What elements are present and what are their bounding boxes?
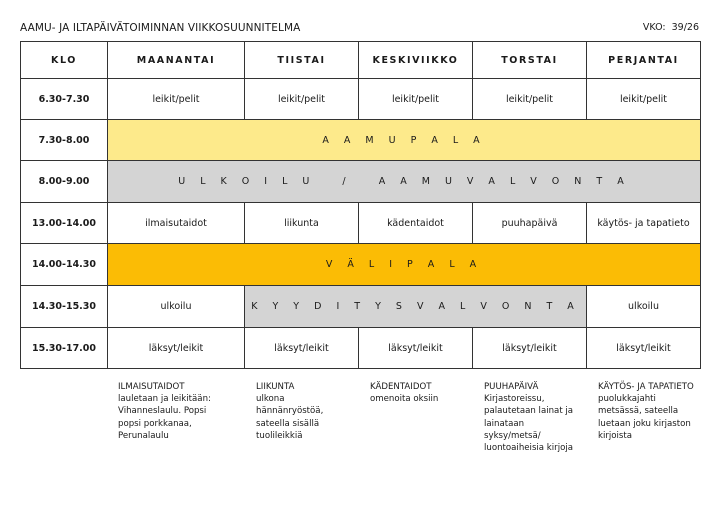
column-header-klo: KLO [21, 42, 108, 79]
note-liikunta [256, 381, 338, 442]
note-kadentaidot [370, 381, 476, 405]
time-cell: 14.30-15.30 [21, 286, 108, 328]
ulkoilu-aamuvalvonta-band: U L K O I L U / A A M U V A L V O N T A [108, 161, 701, 203]
table-row [21, 328, 701, 369]
column-header-keskiviikko: KESKIVIIKKO [359, 42, 473, 79]
activity-cell: leikit/pelit [245, 79, 359, 120]
note-body: puolukkajahti metsässä, sateella luetaan joku kirjaston kirjoista [598, 394, 691, 441]
time-cell: 15.30-17.00 [21, 328, 108, 369]
note-title: PUUHAPÄIVÄ [484, 382, 539, 392]
activity-cell: leikit/pelit [587, 79, 701, 120]
note-title: LIIKUNTA [256, 382, 295, 392]
table-row [21, 120, 701, 161]
week-value: 39/26 [671, 22, 699, 33]
note-title: KÄDENTAIDOT [370, 382, 432, 392]
schedule-table [20, 41, 701, 369]
table-row [21, 79, 701, 120]
note-title: KÄYTÖS- JA TAPATIETO [598, 382, 694, 392]
note-body: lauletaan ja leikitään: Vihanneslaulu. Popsi popsi porkkanaa, Perunalaulu [118, 394, 211, 441]
column-header-maanantai: MAANANTAI [108, 42, 245, 79]
activity-cell: ulkoilu [108, 286, 245, 328]
activity-cell: puuhapäivä [473, 203, 587, 244]
week-number [643, 22, 699, 33]
time-cell: 14.00-14.30 [21, 244, 108, 286]
time-cell: 6.30-7.30 [21, 79, 108, 120]
column-header-perjantai: PERJANTAI [587, 42, 701, 79]
note-body: ulkona hännänryöstöä, sateella sisällä tuolileikkiä [256, 394, 324, 441]
table-row [21, 203, 701, 244]
note-body: omenoita oksiin [370, 394, 439, 405]
week-label: VKO: [642, 22, 666, 33]
activity-cell: leikit/pelit [359, 79, 473, 120]
activity-cell: kädentaidot [359, 203, 473, 244]
activity-cell: liikunta [245, 203, 359, 244]
time-cell: 7.30-8.00 [21, 120, 108, 161]
activity-cell: leikit/pelit [108, 79, 245, 120]
activity-cell: läksyt/leikit [108, 328, 245, 369]
note-body: Kirjastoreissu, palautetaan lainat ja lainataan syksy/metsä/ luontoaiheisia kirjoja [484, 394, 574, 454]
note-title: ILMAISUTAIDOT [118, 382, 185, 392]
note-ilmaisutaidot [118, 381, 224, 442]
aamupala-band: A A M U P A L A [108, 120, 701, 161]
table-row [21, 161, 701, 203]
table-row [21, 286, 701, 328]
activity-cell: ulkoilu [587, 286, 701, 328]
time-cell: 13.00-14.00 [21, 203, 108, 244]
table-row [21, 244, 701, 286]
activity-cell: käytös- ja tapatieto [587, 203, 701, 244]
activity-cell: läksyt/leikit [473, 328, 587, 369]
note-puuhapaiva [484, 381, 580, 454]
column-header-tiistai: TIISTAI [245, 42, 359, 79]
kyyditysvalvonta-band: K Y Y D I T Y S V A L V O N T A [245, 286, 587, 328]
time-cell: 8.00-9.00 [21, 161, 108, 203]
activity-cell: läksyt/leikit [359, 328, 473, 369]
activity-cell: läksyt/leikit [587, 328, 701, 369]
note-kaytos-ja-tapatieto [598, 381, 696, 442]
valipala-band: V Ä L I P A L A [108, 244, 701, 286]
column-header-torstai: TORSTAI [473, 42, 587, 79]
page-title: AAMU- JA ILTAPÄIVÄTOIMINNAN VIIKKOSUUNNITELMA [20, 22, 301, 34]
activity-cell: leikit/pelit [473, 79, 587, 120]
activity-cell: ilmaisutaidot [108, 203, 245, 244]
header-row [21, 42, 701, 79]
activity-cell: läksyt/leikit [245, 328, 359, 369]
